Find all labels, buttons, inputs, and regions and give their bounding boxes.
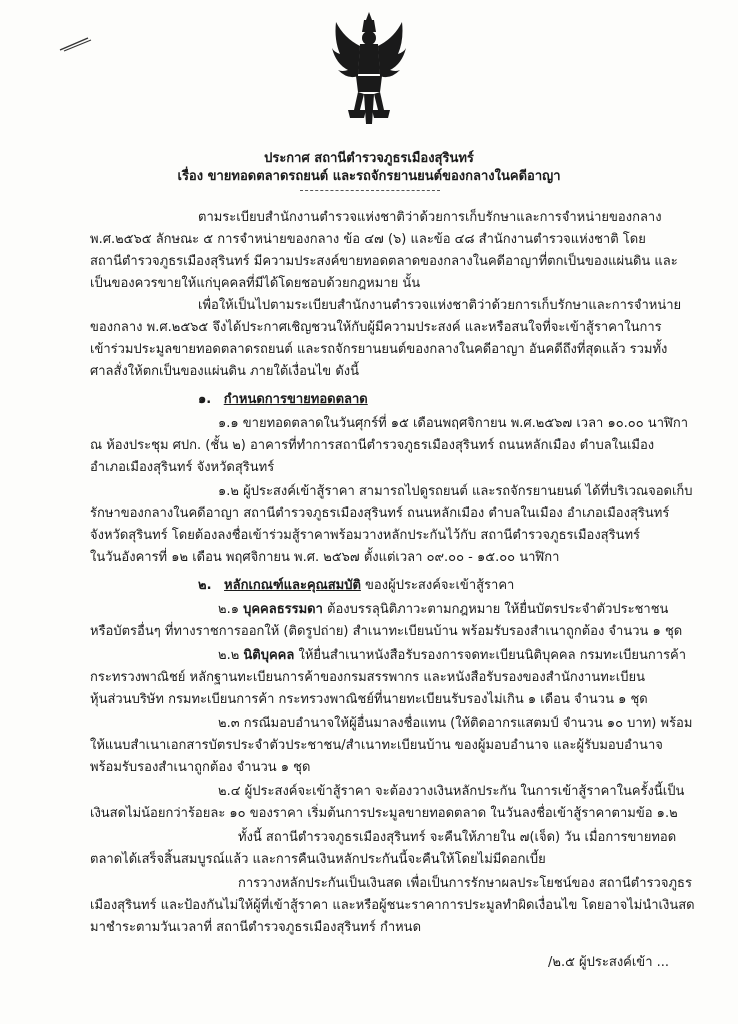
intro-p1-line: สถานีตำรวจภูธรเมืองสุรินทร์ มีความประสงค์ขายทอดตลาดของกลางในคดีอาญาที่ตกเป็นของแผ่นดิน และ — [90, 254, 678, 269]
refund-line: ทั้งนี้ สถานีตำรวจภูธรเมืองสุรินทร์ จะคืนให้ภายใน ๗(เจ็ด) วัน เมื่อการขายทอด — [238, 830, 677, 845]
intro-p2-line: เข้าร่วมประมูลขายทอดตลาดรถยนต์ และรถจักรยานยนต์ของกลางในคดีอาญา อันคดีถึงที่สุดแล้ว รวมทั้ง — [90, 342, 668, 357]
item-2-3-line: ๒.๓ กรณีมอบอำนาจให้ผู้อื่นมาลงชื่อแทน (ให้ติดอากรแสตมป์ จำนวน ๑๐ บาท) พร้อม — [218, 716, 693, 731]
garuda-emblem-icon — [330, 10, 408, 128]
item-2-4-line: ๒.๔ ผู้ประสงค์จะเข้าสู้ราคา จะต้องวางเงินหลักประกัน ในการเข้าสู้ราคาในครั้งนี้เป็น — [218, 784, 685, 799]
continued-footer: /๒.๕ ผู้ประสงค์เข้า ... — [548, 955, 670, 970]
item-2-2-bold: นิติบุคคล — [243, 648, 295, 663]
item-2-2-cont: กระทรวงพาณิชย์ หลักฐานทะเบียนการค้าของกรมสรรพากร และหนังสือรับรองของสำนักงานทะเบียน — [90, 670, 645, 685]
item-2-1-number: ๒.๑ — [218, 602, 244, 617]
section-2-title-rest: ของผู้ประสงค์จะเข้าสู้ราคา — [360, 578, 515, 593]
section-2-number: ๒. — [198, 578, 212, 593]
announcement-title: ประกาศ สถานีตำรวจภูธรเมืองสุรินทร์ — [264, 151, 474, 166]
handwritten-check-mark-icon — [58, 36, 92, 52]
item-2-1-cont: หรือบัตรอื่นๆ ที่ทางราชการออกให้ (ติดรูปถ่าย) สำเนาทะเบียนบ้าน พร้อมรับรองสำเนาถูกต้อง จำนวน ๑ ชุด — [90, 624, 683, 639]
section-1-number: ๑. — [198, 392, 212, 407]
item-2-3-line: ให้แนบสำเนาเอกสารบัตรประจำตัวประชาชน/สำเนาทะเบียนบ้าน ของผู้มอบอำนาจ และผู้รับมอบอำนาจ — [90, 738, 663, 753]
intro-p1-line: เป็นของควรขายให้แก่บุคคลที่มีได้โดยชอบด้วยกฎหมาย นั้น — [90, 276, 421, 291]
intro-p2-line: ของกลาง พ.ศ.๒๕๖๕ จึงได้ประกาศเชิญชวนให้กับผู้มีความประสงค์ และหรือสนใจที่จะเข้าสู้ราคาในการ — [90, 320, 662, 335]
cash-line: มาชำระตามวันเวลาที่ สถานีตำรวจภูธรเมืองสุรินทร์ กำหนด — [90, 920, 422, 935]
section-1-title: กำหนดการขายทอดตลาด — [223, 392, 368, 407]
item-1-1-line: ณ ห้องประชุม ศปก. (ชั้น ๒) อาคารที่ทำการสถานีตำรวจภูธรเมืองสุรินทร์ ถนนหลักเมือง ตำบลในเมือง — [90, 438, 655, 453]
section-1-heading — [198, 391, 368, 408]
cash-line: เมืองสุรินทร์ และป้องกันไม่ให้ผู้ที่เข้าสู้ราคา และหรือผู้ชนะราคาการประมูลทำผิดเงื่อนไข โดยอาจไม่นำเงินสด — [90, 898, 695, 913]
refund-line: ตลาดได้เสร็จสิ้นสมบูรณ์แล้ว และการคืนเงินหลักประกันนี้จะคืนให้โดยไม่มีดอกเบี้ย — [90, 852, 546, 867]
item-2-3-line: พร้อมรับรองสำเนาถูกต้อง จำนวน ๑ ชุด — [90, 760, 311, 775]
intro-p1-line: พ.ศ.๒๕๖๕ ลักษณะ ๕ การจำหน่ายของกลาง ข้อ ๔๗ (๖) และข้อ ๔๘ สำนักงานตำรวจแห่งชาติ โดย — [90, 232, 646, 247]
intro-p2-line: เพื่อให้เป็นไปตามระเบียบสำนักงานตำรวจแห่งชาติว่าด้วยการเก็บรักษาและการจำหน่าย — [198, 298, 682, 313]
item-1-1-line: อำเภอเมืองสุรินทร์ จังหวัดสุรินทร์ — [90, 460, 275, 475]
item-2-4-line: เงินสดไม่น้อยกว่าร้อยละ ๑๐ ของราคา เริ่มต้นการประมูลขายทอดตลาด ในวันลงชื่อเข้าสู้ราคาตามข้อ ๑.๒ — [90, 806, 678, 821]
title-divider — [300, 190, 440, 191]
item-2-2-line — [218, 647, 686, 664]
section-2-title: หลักเกณฑ์และคุณสมบัติ — [224, 578, 361, 593]
item-2-2-number: ๒.๒ — [218, 648, 244, 663]
item-1-2-line: รักษาของกลางในคดีอาญา สถานีตำรวจภูธรเมืองสุรินทร์ ถนนหลักเมือง ตำบลในเมือง อำเภอเมืองสุรินทร์ — [90, 506, 670, 521]
item-2-1-rest: ต้องบรรลุนิติภาวะตามกฎหมาย ให้ยื่นบัตรประจำตัวประชาชน — [322, 602, 669, 617]
item-2-1-line — [218, 601, 668, 618]
announcement-subject: เรื่อง ขายทอดตลาดรถยนต์ และรถจักรยานยนต์ของกลางในคดีอาญา — [177, 169, 561, 184]
section-2-heading — [198, 577, 514, 594]
intro-p1-line: ตามระเบียบสำนักงานตำรวจแห่งชาติว่าด้วยการเก็บรักษาและการจำหน่ายของกลาง — [198, 210, 662, 225]
item-2-2-cont: หุ้นส่วนบริษัท กรมทะเบียนการค้า กระทรวงพาณิชย์ที่นายทะเบียนรับรองไม่เกิน ๑ เดือน จำนวน ๑ ชุด — [90, 692, 648, 707]
cash-line: การวางหลักประกันเป็นเงินสด เพื่อเป็นการรักษาผลประโยชน์ของ สถานีตำรวจภูธร — [238, 876, 692, 891]
item-1-1-line: ๑.๑ ขายทอดตลาดในวันศุกร์ที่ ๑๕ เดือนพฤศจิกายน พ.ศ.๒๕๖๗ เวลา ๑๐.๐๐ นาฬิกา — [218, 416, 689, 431]
item-2-2-rest: ให้ยื่นสำเนาหนังสือรับรองการจดทะเบียนนิติบุคคล กรมทะเบียนการค้า — [294, 648, 687, 663]
intro-p2-line: ศาลสั่งให้ตกเป็นของแผ่นดิน ภายใต้เงื่อนไข ดังนี้ — [90, 364, 359, 379]
item-1-2-line: ในวันอังคารที่ ๑๒ เดือน พฤศจิกายน พ.ศ. ๒๕๖๗ ตั้งแต่เวลา ๐๙.๐๐ - ๑๕.๐๐ นาฬิกา — [90, 550, 560, 565]
item-2-1-bold: บุคคลธรรมดา — [243, 602, 323, 617]
item-1-2-line: จังหวัดสุรินทร์ โดยต้องลงชื่อเข้าร่วมสู้ราคาพร้อมวางหลักประกันไว้กับ สถานีตำรวจภูธรเมืองสุรินทร์ — [90, 528, 641, 543]
item-1-2-line: ๑.๒ ผู้ประสงค์เข้าสู้ราคา สามารถไปดูรถยนต์ และรถจักรยานยนต์ ได้ที่บริเวณจอดเก็บ — [218, 484, 693, 499]
